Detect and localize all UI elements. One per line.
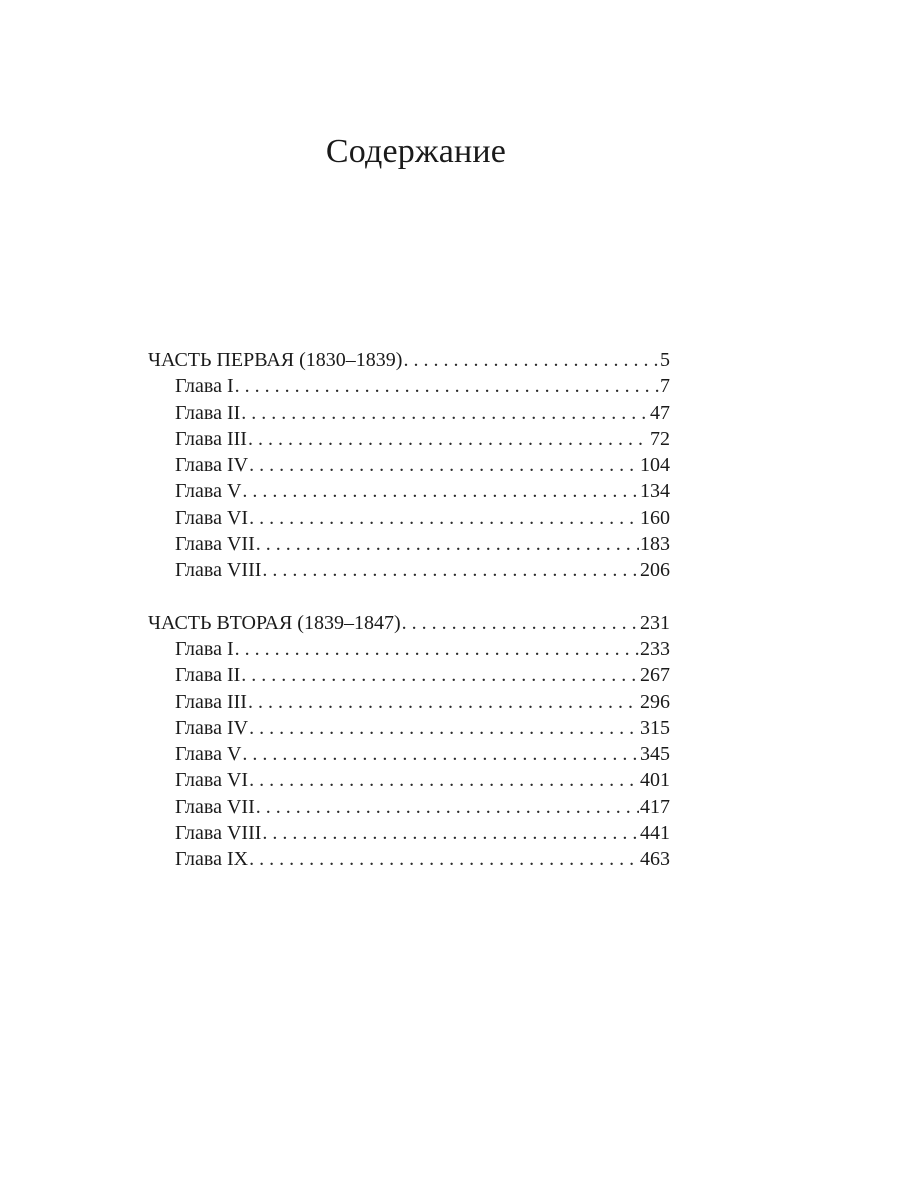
toc-entry-chapter[interactable] bbox=[148, 846, 670, 872]
table-of-contents bbox=[148, 347, 670, 899]
toc-entry-page: 417 bbox=[640, 795, 670, 818]
toc-entry-chapter[interactable] bbox=[148, 820, 670, 846]
toc-entry-chapter[interactable] bbox=[148, 662, 670, 688]
dot-leader bbox=[248, 689, 639, 715]
toc-entry-chapter[interactable] bbox=[148, 689, 670, 715]
toc-entry-label: ЧАСТЬ ПЕРВАЯ (1830–1839) bbox=[148, 349, 403, 371]
toc-entry-chapter[interactable] bbox=[148, 794, 670, 820]
toc-entry-label: ЧАСТЬ ВТОРАЯ (1839–1847) bbox=[148, 611, 401, 634]
toc-entry-page: 206 bbox=[640, 559, 670, 582]
toc-entry-page: 5 bbox=[660, 349, 670, 371]
toc-part-2 bbox=[148, 610, 670, 873]
toc-entry-chapter[interactable] bbox=[148, 557, 670, 583]
toc-entry-chapter[interactable] bbox=[148, 505, 670, 531]
toc-entry-label: Глава VII bbox=[175, 795, 255, 818]
toc-entry-label: Глава VI bbox=[175, 506, 249, 529]
toc-entry-label: Глава V bbox=[175, 743, 242, 766]
toc-entry-chapter[interactable] bbox=[148, 426, 670, 452]
toc-entry-page: 315 bbox=[640, 716, 670, 739]
toc-entry-label: Глава VIII bbox=[175, 559, 262, 582]
toc-entry-label: Глава VII bbox=[175, 533, 255, 556]
dot-leader bbox=[256, 794, 639, 820]
toc-entry-part-2[interactable] bbox=[148, 610, 670, 636]
dot-leader bbox=[241, 400, 649, 426]
toc-entry-label: Глава V bbox=[175, 480, 242, 503]
toc-entry-label: Глава I bbox=[175, 375, 234, 398]
toc-entry-label: Глава III bbox=[175, 690, 247, 713]
dot-leader bbox=[241, 662, 639, 688]
toc-entry-page: 160 bbox=[640, 506, 670, 529]
dot-leader bbox=[256, 531, 639, 557]
toc-entry-page: 441 bbox=[640, 822, 670, 845]
toc-entry-label: Глава IV bbox=[175, 454, 249, 477]
dot-leader bbox=[242, 741, 639, 767]
dot-leader bbox=[235, 373, 659, 399]
dot-leader bbox=[403, 347, 659, 373]
toc-entry-chapter[interactable] bbox=[148, 400, 670, 426]
toc-entry-part-1[interactable] bbox=[148, 347, 670, 373]
toc-entry-page: 401 bbox=[640, 769, 670, 792]
toc-entry-page: 47 bbox=[650, 401, 670, 424]
dot-leader bbox=[262, 820, 639, 846]
toc-entry-chapter[interactable] bbox=[148, 452, 670, 478]
toc-entry-page: 72 bbox=[650, 427, 670, 450]
dot-leader bbox=[249, 846, 639, 872]
toc-entry-chapter[interactable] bbox=[148, 636, 670, 662]
toc-entry-label: Глава I bbox=[175, 637, 234, 660]
toc-entry-label: Глава VIII bbox=[175, 822, 262, 845]
toc-entry-page: 231 bbox=[640, 611, 670, 634]
toc-entry-chapter[interactable] bbox=[148, 478, 670, 504]
toc-entry-chapter[interactable] bbox=[148, 715, 670, 741]
dot-leader bbox=[262, 557, 639, 583]
toc-entry-page: 463 bbox=[640, 848, 670, 871]
toc-entry-label: Глава II bbox=[175, 401, 241, 424]
toc-entry-label: Глава IV bbox=[175, 716, 249, 739]
dot-leader bbox=[249, 452, 639, 478]
toc-entry-label: Глава III bbox=[175, 427, 247, 450]
toc-entry-chapter[interactable] bbox=[148, 741, 670, 767]
page-title: Содержание bbox=[325, 133, 507, 170]
dot-leader bbox=[248, 426, 649, 452]
dot-leader bbox=[249, 767, 639, 793]
toc-entry-chapter[interactable] bbox=[148, 531, 670, 557]
dot-leader bbox=[249, 715, 639, 741]
toc-entry-chapter[interactable] bbox=[148, 373, 670, 399]
dot-leader bbox=[249, 505, 639, 531]
toc-entry-page: 267 bbox=[640, 664, 670, 687]
toc-entry-page: 7 bbox=[660, 375, 670, 398]
dot-leader bbox=[402, 610, 639, 636]
toc-entry-label: Глава II bbox=[175, 664, 241, 687]
toc-entry-page: 345 bbox=[640, 743, 670, 766]
toc-entry-page: 134 bbox=[640, 480, 670, 503]
toc-entry-page: 233 bbox=[640, 637, 670, 660]
toc-entry-chapter[interactable] bbox=[148, 767, 670, 793]
toc-entry-label: Глава IX bbox=[175, 848, 249, 871]
dot-leader bbox=[242, 478, 639, 504]
dot-leader bbox=[235, 636, 639, 662]
toc-entry-label: Глава VI bbox=[175, 769, 249, 792]
toc-entry-page: 104 bbox=[640, 454, 670, 477]
toc-part-1 bbox=[148, 347, 670, 584]
toc-entry-page: 296 bbox=[640, 690, 670, 713]
toc-entry-page: 183 bbox=[640, 533, 670, 556]
